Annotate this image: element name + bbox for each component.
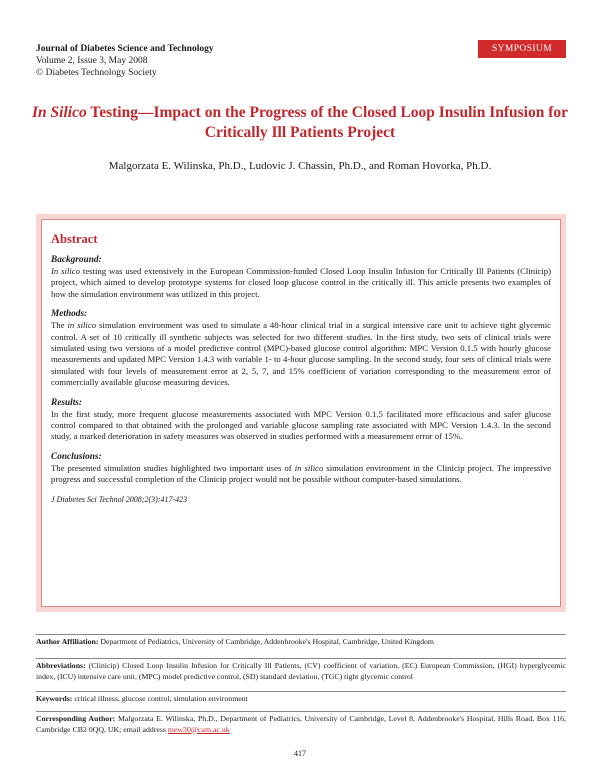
background-italic: In silico xyxy=(51,266,80,276)
corresponding-block xyxy=(36,714,566,735)
journal-info xyxy=(36,43,214,79)
methods-pre: The xyxy=(51,320,68,331)
abbreviations-text: (Clinicip) Closed Loop Insulin Infusion for Critically Ill Patients, (CV) coefficient of variation, (EC) European Commission, (HGI) hyperglycemic index, (ICU) intensive care unit, (MPC) model predictive control, (SD) standard deviation, (TGC) tight glycemic control xyxy=(36,661,566,681)
results-paragraph: In the first study, more frequent glucose measurements associated with MPC Version 0.1.5 facilitated more efficacious and safer glucose control compared to that obtained with the prolonged and variable glucose sampling rate associated with MPC Version 1.4.3. In the second study, a marked deterioration in safety measures was observed in studies performed with a measurement error of 15%. xyxy=(51,408,551,442)
conclusions-paragraph xyxy=(51,463,551,486)
divider-affiliation xyxy=(36,634,566,635)
conclusions-text: simulation environment in the Clinicip project. The impressive progress and successful completion of the Clinicip project would not be possible without computer-based simulations. xyxy=(51,462,551,485)
conclusions-pre: The presented simulation studies highlighted two important uses of xyxy=(51,462,295,473)
keywords-label: Keywords: xyxy=(36,694,73,703)
methods-text: simulation environment was used to simulate a 48-hour clinical trial in a surgical intensive care unit to achieve tight glycemic control. A set of 10 critically ill synthetic subjects was selected for two different studies. In the first study, two sets of clinical trials were simulated using two versions of a model predictive control (MPC)-based glucose control algorithm: MPC Version 0.1.5 with hourly glucose measurements and updated MPC Version 1.4.3 with variable 1- to 4-hour glucose sampling. In the second study, four sets of clinical trials were simulated with four levels of measurement error at 2, 5, 7, and 15% coefficient of variation corresponding to the measurement error of commercially available glucose measuring devices. xyxy=(51,320,551,388)
background-heading: Background: xyxy=(51,255,102,265)
divider-corresponding xyxy=(36,711,566,712)
email-link[interactable]: mew30@cam.ac.uk xyxy=(167,724,230,734)
corresponding-label: Corresponding Author: xyxy=(36,714,116,723)
methods-paragraph xyxy=(51,320,551,388)
keywords-text: critical illness, glucose control, simulation environment xyxy=(72,694,248,703)
citation-line: J Diabetes Sci Technol 2008;2(3):417-423 xyxy=(51,494,188,504)
background-text: testing was used extensively in the European Commission-funded Closed Loop Insulin Infusion for Critically Ill Patients (Clinicip) project, which aimed to develop prototype systems for closed loop glucose control in the critically ill. This article presents two examples of how the simulation environment was utilized in this project. xyxy=(51,266,551,299)
methods-italic: in silico xyxy=(67,320,97,331)
abstract-panel xyxy=(41,219,561,607)
volume-line: Volume 2, Issue 3, May 2008 xyxy=(36,56,148,66)
abbreviations-label: Abbreviations: xyxy=(36,661,86,670)
article-title xyxy=(30,103,570,143)
conclusions-italic: in silico xyxy=(294,462,324,473)
abstract-box xyxy=(36,214,566,612)
methods-heading: Methods: xyxy=(51,309,88,320)
title-italic-part: In Silico xyxy=(32,104,87,121)
journal-name: Journal of Diabetes Science and Technology xyxy=(36,44,214,54)
affiliation-text: Department of Pediatrics, University of Cambridge, Addenbrooke's Hospital, Cambridge, United Kingdom xyxy=(98,637,434,646)
affiliation-label: Author Affiliation: xyxy=(36,637,99,646)
authors-line: Malgorzata E. Wilinska, Ph.D., Ludovic J. Chassin, Ph.D., and Roman Hovorka, Ph.D. xyxy=(108,160,492,172)
title-main-part: Testing—Impact on the Progress of the Closed Loop Insulin Infusion for Critically Ill Patients Project xyxy=(86,104,568,141)
copyright-line: © Diabetes Technology Society xyxy=(36,68,157,78)
divider-keywords xyxy=(36,691,566,692)
results-heading: Results: xyxy=(51,397,82,408)
abbreviations-block xyxy=(36,661,566,682)
symposium-badge: SYMPOSIUM xyxy=(478,40,566,58)
abstract-heading: Abstract xyxy=(51,232,98,246)
background-paragraph xyxy=(51,266,551,300)
page-number: 417 xyxy=(294,749,306,758)
affiliation-block xyxy=(36,637,566,648)
corresponding-text: Malgorzata E. Wilinska, Ph.D., Department of Pediatrics, University of Cambridge, Level 8, Addenbrooke's Hospital, Hills Road, Box 116, Cambridge CB2 0QQ, UK; email address xyxy=(36,714,566,734)
divider-abbreviations xyxy=(36,658,566,659)
keywords-block xyxy=(36,694,566,705)
conclusions-heading: Conclusions: xyxy=(51,451,102,462)
